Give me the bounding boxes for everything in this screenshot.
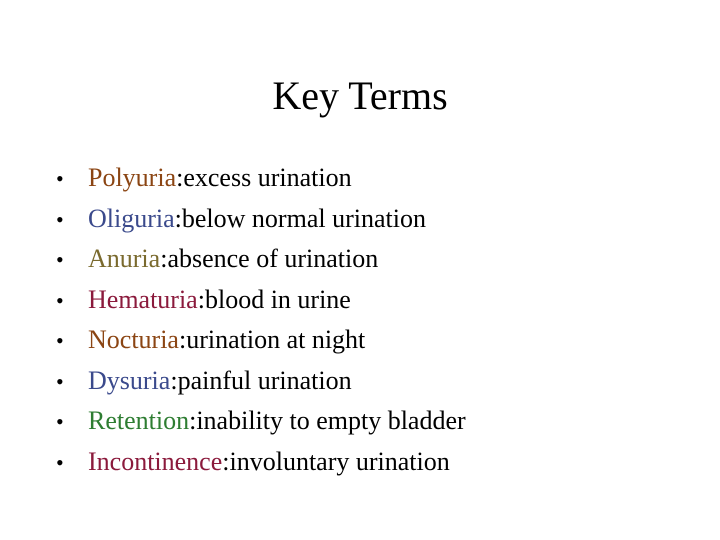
term-definition: painful urination (177, 365, 352, 395)
term-separator: : (174, 203, 182, 233)
term-separator: : (170, 365, 178, 395)
bullet-icon: • (56, 206, 64, 232)
term-separator: : (222, 446, 230, 476)
term-definition: excess urination (183, 163, 352, 192)
list-item (56, 239, 466, 280)
term-word: Hematuria (88, 284, 198, 314)
bullet-icon: • (56, 166, 64, 191)
list-item (56, 158, 466, 199)
list-item (56, 320, 466, 361)
key-terms-list (56, 158, 466, 482)
term-separator: : (197, 284, 205, 314)
term-definition: urination at night (186, 325, 366, 354)
term-word: Retention (88, 406, 190, 435)
list-item (56, 199, 466, 240)
list-item (56, 361, 466, 402)
bullet-icon: • (56, 328, 64, 353)
bullet-icon: • (56, 287, 64, 313)
list-item (56, 280, 466, 321)
term-word: Polyuria (88, 163, 177, 192)
term-word: Incontinence (88, 446, 223, 476)
term-definition: absence of urination (167, 244, 379, 273)
bullet-icon: • (56, 449, 64, 475)
term-definition: blood in urine (204, 284, 351, 314)
term-word: Anuria (88, 244, 161, 273)
bullet-icon: • (56, 368, 64, 394)
list-item (56, 401, 466, 442)
term-separator: : (178, 325, 187, 354)
term-definition: involuntary urination (229, 446, 450, 476)
term-definition: below normal urination (181, 203, 426, 233)
bullet-icon: • (56, 409, 64, 434)
term-separator: : (189, 406, 197, 435)
term-word: Nocturia (88, 325, 179, 354)
term-separator: : (160, 244, 168, 273)
term-definition: inability to empty bladder (196, 406, 466, 435)
term-word: Dysuria (88, 365, 171, 395)
list-item (56, 442, 466, 483)
slide-title: Key Terms (272, 73, 448, 118)
term-word: Oliguria (88, 203, 175, 233)
term-separator: : (176, 163, 184, 192)
bullet-icon: • (56, 247, 64, 272)
